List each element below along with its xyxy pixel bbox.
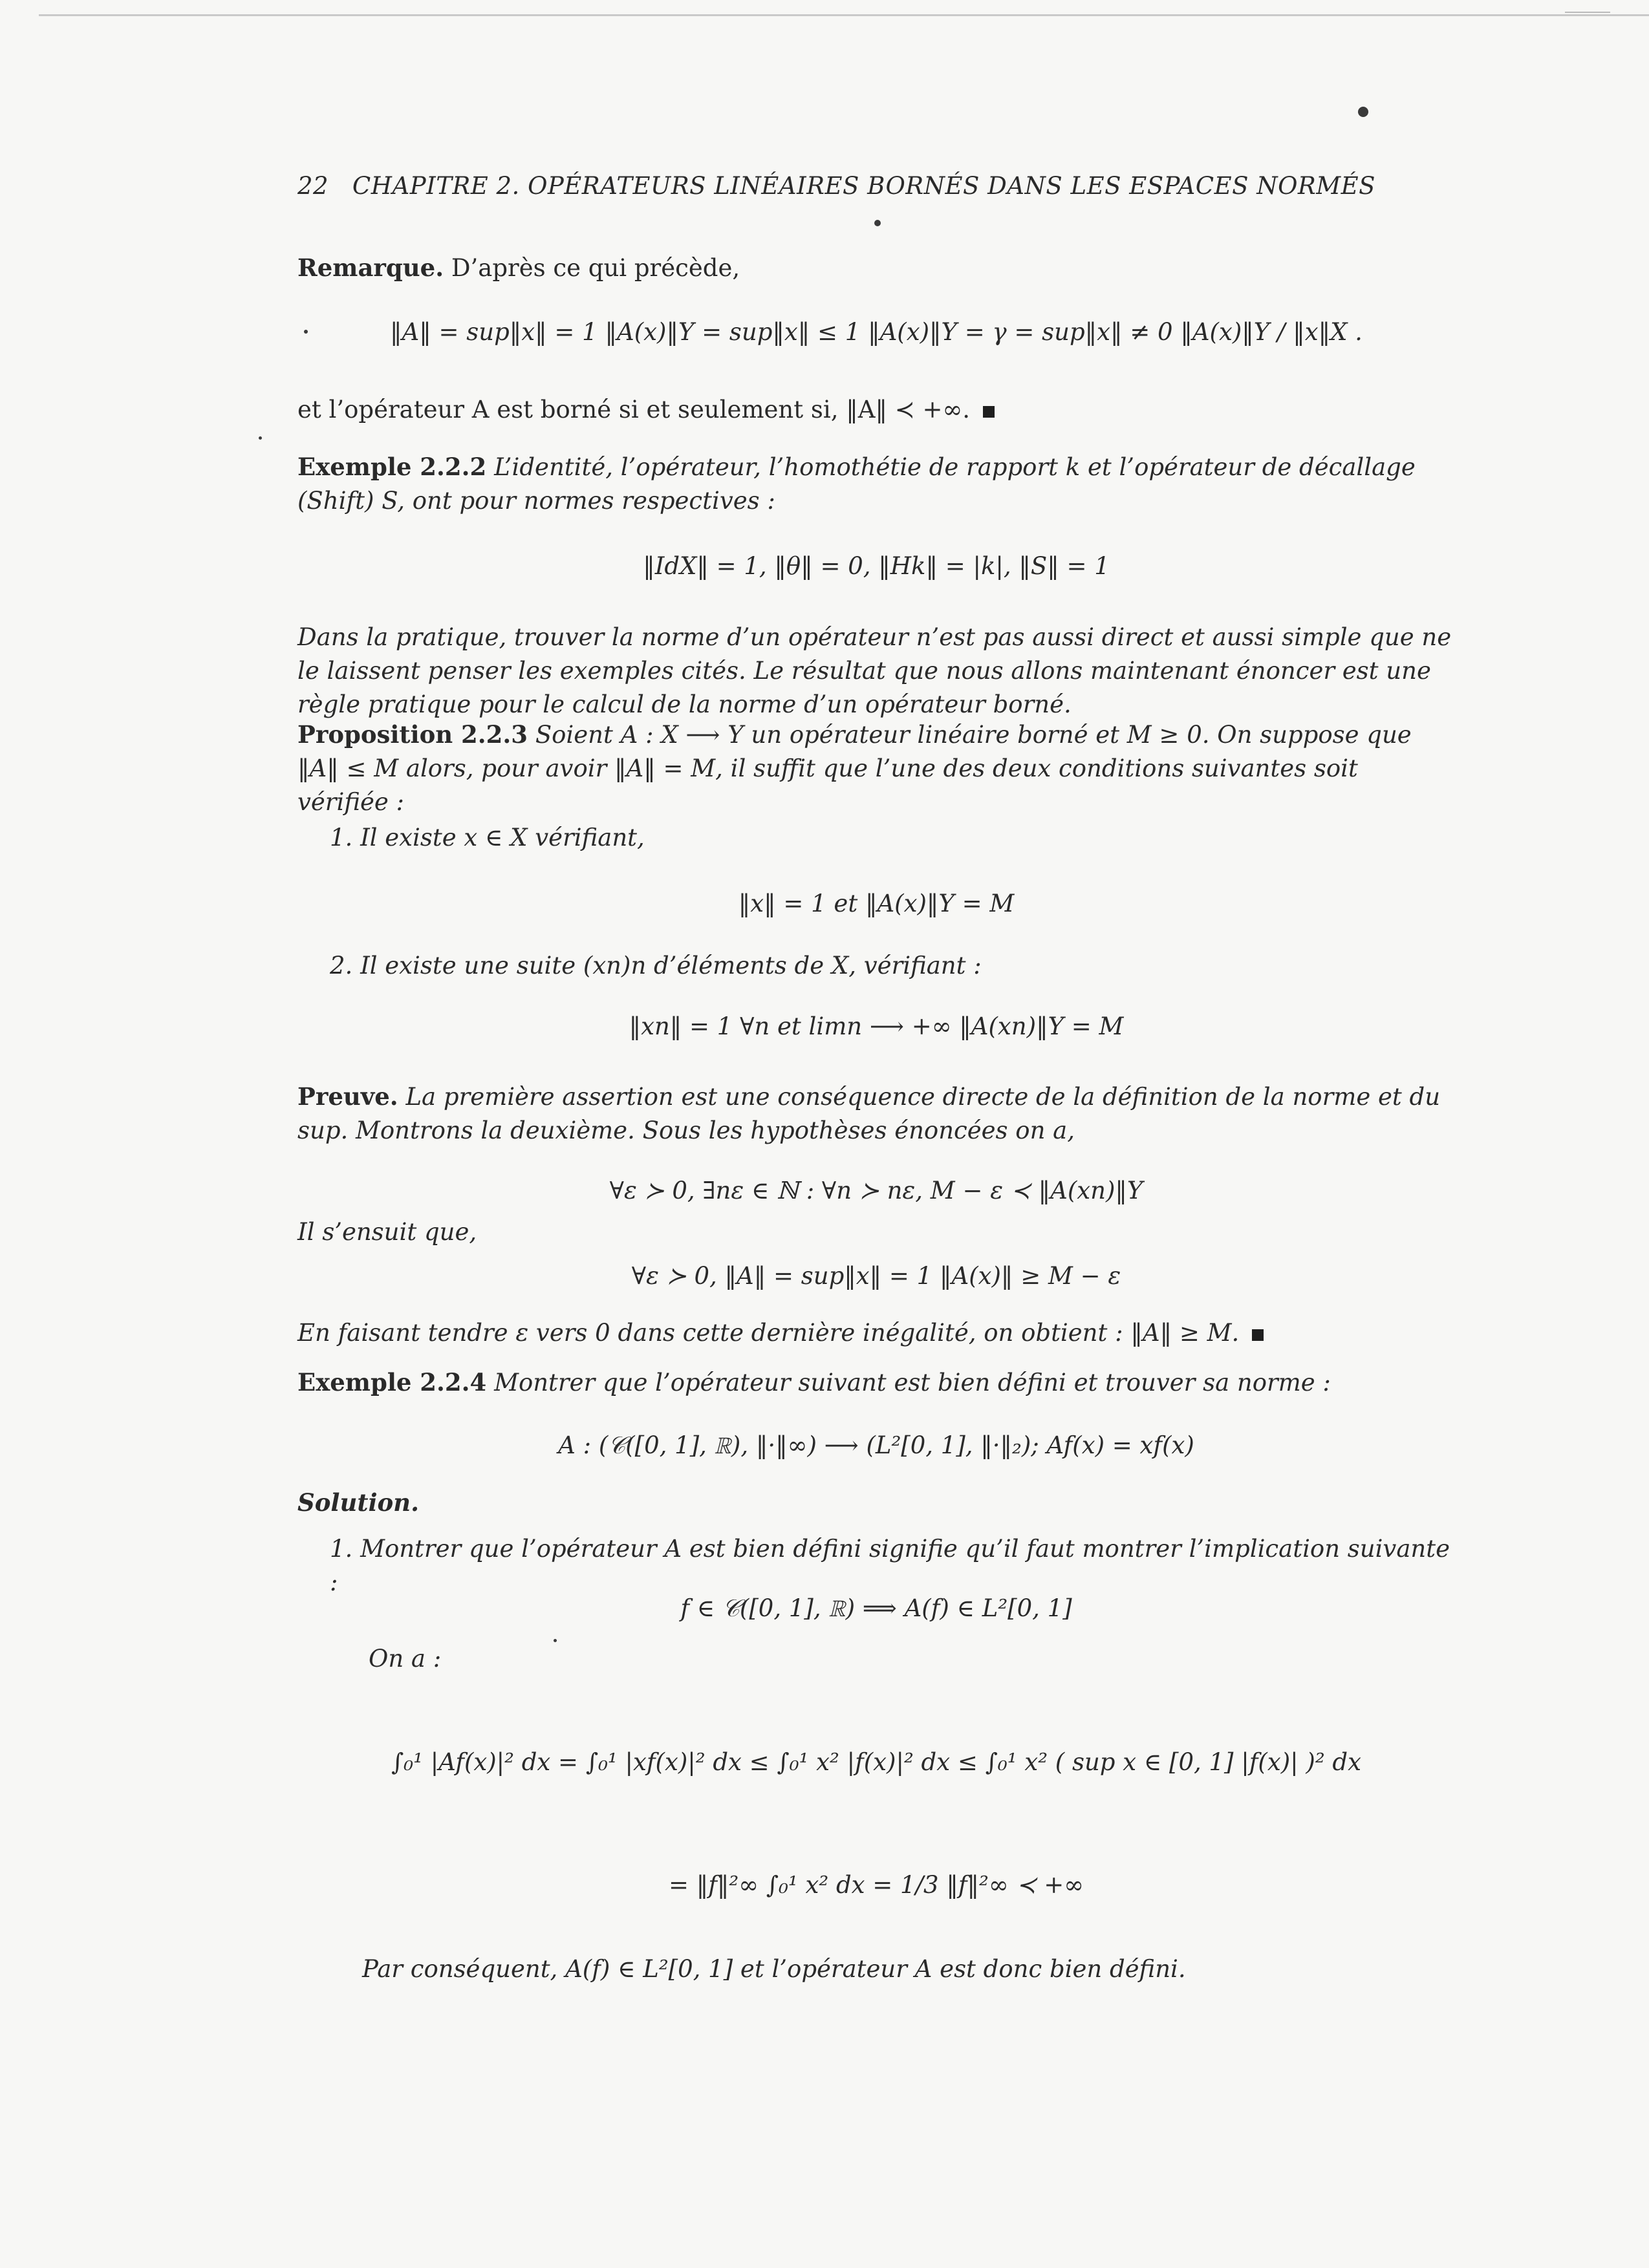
qed-square-icon xyxy=(983,406,995,418)
proposition-equation-1: ‖x‖ = 1 et ‖A(x)‖Y = M xyxy=(738,890,1015,917)
proposition-item-2: 2. Il existe une suite (xn)n d’éléments de X, vérifiant : xyxy=(330,952,982,979)
scan-top-mark xyxy=(1565,12,1610,13)
scan-speck xyxy=(1358,107,1368,117)
remark-label: Remarque. xyxy=(297,253,444,282)
solution-label: Solution. xyxy=(297,1488,419,1517)
solution-conclusion: Par conséquent, A(f) ∈ L²[0, 1] et l’opérateur A est donc bien défini. xyxy=(362,1955,1186,1983)
proof-text-2: Il s’ensuit que, xyxy=(297,1218,477,1246)
qed-square-icon xyxy=(1252,1329,1264,1341)
proof-equation-2: ∀ε ≻ 0, ‖A‖ = sup‖x‖ = 1 ‖A(x)‖ ≥ M − ε xyxy=(631,1262,1121,1290)
proof-text: La première assertion est une conséquence directe de la définition de la norme et du sup. Montrons la deuxième. Sous les hypothèses énoncées on a, xyxy=(297,1083,1441,1144)
proposition-label: Proposition 2.2.3 xyxy=(297,720,528,749)
solution-on-a: On a : xyxy=(369,1645,442,1673)
page-number: 22 xyxy=(297,172,329,200)
example-2-2-2-text: L’identité, l’opérateur, l’homothétie de rapport k et l’opérateur de décallage (Shift) S, ont pour normes respectives : xyxy=(297,453,1416,515)
scan-top-border xyxy=(39,14,1649,16)
proof-label: Preuve. xyxy=(297,1082,398,1111)
proposition-2-2-3 xyxy=(297,718,1455,819)
remark-paragraph xyxy=(297,251,1455,285)
integral-line-2: = ‖f‖²∞ ∫₀¹ x² dx = 1/3 ‖f‖²∞ ≺ +∞ xyxy=(668,1871,1084,1899)
example-2-2-2-equation: ‖IdX‖ = 1, ‖θ‖ = 0, ‖Hk‖ = |k|, ‖S‖ = 1 xyxy=(643,552,1110,580)
solution-item-1: 1. Montrer que l’opérateur A est bien défini signifie qu’il faut montrer l’implication suivante : xyxy=(330,1535,1450,1596)
solution-implication: f ∈ 𝒞([0, 1], ℝ) ⟹ A(f) ∈ L²[0, 1] xyxy=(680,1594,1072,1622)
running-header xyxy=(297,169,1455,203)
example-2-2-2 xyxy=(297,450,1455,518)
scan-speck xyxy=(874,220,881,226)
remark-conclusion: et l’opérateur A est borné si et seulement si, ‖A‖ ≺ +∞. xyxy=(297,396,971,423)
proposition-text: Soient A : X ⟶ Y un opérateur linéaire borné et M ≥ 0. On suppose que ‖A‖ ≤ M alors, pour avoir ‖A‖ = M, il suffit que l’une des deux conditions suivantes soit vérifiée : xyxy=(297,721,1412,816)
proof-conclusion-line xyxy=(297,1316,1455,1350)
integral-line-1: ∫₀¹ |Af(x)|² dx = ∫₀¹ |xf(x)|² dx ≤ ∫₀¹ x² |f(x)|² dx ≤ ∫₀¹ x² ( sup x ∈ [0, 1] |f(x)| )² dx xyxy=(391,1748,1361,1776)
remark-equation: ‖A‖ = sup‖x‖ = 1 ‖A(x)‖Y = sup‖x‖ ≤ 1 ‖A(x)‖Y = γ = sup‖x‖ ≠ 0 ‖A(x)‖Y / ‖x‖X . xyxy=(390,318,1363,346)
example-2-2-4 xyxy=(297,1365,1455,1400)
example-2-2-4-equation: A : (𝒞([0, 1], ℝ), ‖·‖∞) ⟶ (L²[0, 1], ‖·‖₂); Af(x) = xf(x) xyxy=(558,1431,1194,1459)
proof-equation-1: ∀ε ≻ 0, ∃nε ∈ ℕ : ∀n ≻ nε, M − ε ≺ ‖A(xn)‖Y xyxy=(609,1177,1143,1204)
example-2-2-4-label: Exemple 2.2.4 xyxy=(297,1368,487,1396)
example-2-2-4-text: Montrer que l’opérateur suivant est bien défini et trouver sa norme : xyxy=(494,1369,1331,1396)
scan-speck xyxy=(259,436,262,440)
proof-paragraph xyxy=(297,1080,1455,1148)
proof-conclusion: En faisant tendre ε vers 0 dans cette dernière inégalité, on obtient : ‖A‖ ≥ M. xyxy=(297,1319,1240,1347)
remark-text: D’après ce qui précède, xyxy=(451,254,740,282)
remark-conclusion-line xyxy=(297,393,1455,427)
practice-paragraph: Dans la pratique, trouver la norme d’un opérateur n’est pas aussi direct et aussi simple que ne le laissent penser les exemples cités. Le résultat que nous allons maintenant énoncer est une règle pratique pour le calcul de la norme d’un opérateur borné. xyxy=(297,623,1452,718)
running-title: CHAPITRE 2. OPÉRATEURS LINÉAIRES BORNÉS DANS LES ESPACES NORMÉS xyxy=(352,172,1376,200)
proposition-equation-2: ‖xn‖ = 1 ∀n et limn ⟶ +∞ ‖A(xn)‖Y = M xyxy=(629,1012,1124,1040)
proposition-item-1: 1. Il existe x ∈ X vérifiant, xyxy=(330,824,645,851)
example-2-2-2-label: Exemple 2.2.2 xyxy=(297,453,487,481)
